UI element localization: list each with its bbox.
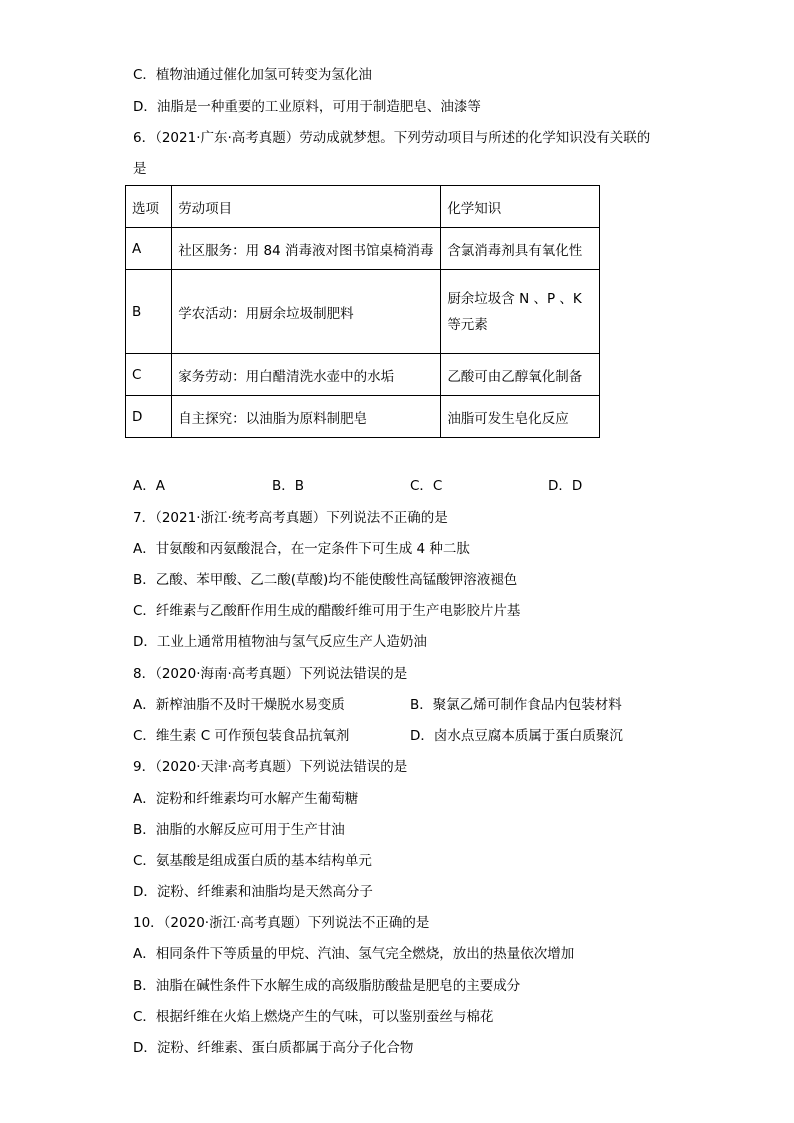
choice-a[interactable]: A．A [133,478,165,494]
table-cell: 含氯消毒剂具有氧化性 [441,228,600,270]
question-7-stem: 7．（2021·浙江·统考高考真题）下列说法不正确的是 [133,510,448,526]
question-8-stem: 8．（2020·海南·高考真题）下列说法错误的是 [133,666,408,682]
knowledge-table [125,185,600,438]
table-header-cell: 化学知识 [441,186,600,228]
option-line: D．油脂是一种重要的工业原料，可用于制造肥皂、油漆等 [133,99,481,115]
option-line: A．甘氨酸和丙氨酸混合，在一定条件下可生成 4 种二肽 [133,541,470,557]
table-cell: 自主探究：以油脂为原料制肥皂 [172,396,441,438]
table-cell: 学农活动：用厨余垃圾制肥料 [172,270,441,354]
table-cell: 家务劳动：用白醋清洗水壶中的水垢 [172,354,441,396]
table-cell: 社区服务：用 84 消毒液对图书馆桌椅消毒 [172,228,441,270]
table-header-cell: 选项 [126,186,172,228]
table-cell: B [126,270,172,354]
question-6-stem-cont: 是 [133,161,147,177]
option-line: C．氨基酸是组成蛋白质的基本结构单元 [133,853,372,869]
choice-b[interactable]: B．B [272,478,305,494]
question-9-stem: 9．（2020·天津·高考真题）下列说法错误的是 [133,759,408,775]
option-line: B．油脂在碱性条件下水解生成的高级脂肪酸盐是肥皂的主要成分 [133,978,521,994]
option-line: A．淀粉和纤维素均可水解产生葡萄糖 [133,791,359,807]
table-header-row [126,186,600,228]
option-line: A．相同条件下等质量的甲烷、汽油、氢气完全燃烧，放出的热量依次增加 [133,946,575,962]
option-line: C．纤维素与乙酸酐作用生成的醋酸纤维可用于生产电影胶片片基 [133,603,521,619]
option-line: C．植物油通过催化加氢可转变为氢化油 [133,67,372,83]
choice-d[interactable]: D．D [548,478,583,494]
table-row [126,270,600,354]
option-line: C．根据纤维在火焰上燃烧产生的气味，可以鉴别蚕丝与棉花 [133,1009,494,1025]
option-line: B．乙酸、苯甲酸、乙二酸(草酸)均不能使酸性高锰酸钾溶液褪色 [133,572,518,588]
choice-c[interactable]: C．C [410,478,443,494]
option-line: B．聚氯乙烯可制作食品内包装材料 [410,697,622,713]
table-cell [441,270,600,354]
table-cell: 油脂可发生皂化反应 [441,396,600,438]
table-cell: A [126,228,172,270]
option-line: B．油脂的水解反应可用于生产甘油 [133,822,345,838]
table-row [126,354,600,396]
option-line: D．淀粉、纤维素、蛋白质都属于高分子化合物 [133,1040,414,1056]
table-cell: D [126,396,172,438]
option-line: A．新榨油脂不及时干燥脱水易变质 [133,697,345,713]
question-10-stem: 10．（2020·浙江·高考真题）下列说法不正确的是 [133,915,430,931]
table-cell-line: 厨余垃圾含 N 、P 、K [447,290,582,307]
table-cell: C [126,354,172,396]
option-line: D．卤水点豆腐本质属于蛋白质聚沉 [410,728,623,744]
option-line: C．维生素 C 可作预包装食品抗氧剂 [133,728,350,744]
table-cell-line: 等元素 [447,316,488,333]
table-row [126,396,600,438]
option-line: D．淀粉、纤维素和油脂均是天然高分子 [133,884,373,900]
table-header-cell: 劳动项目 [172,186,441,228]
table-cell: 乙酸可由乙醇氧化制备 [441,354,600,396]
option-line: D．工业上通常用植物油与氢气反应生产人造奶油 [133,634,427,650]
table-row [126,228,600,270]
question-6-stem: 6．（2021·广东·高考真题）劳动成就梦想。下列劳动项目与所述的化学知识没有关联的 [133,130,651,146]
